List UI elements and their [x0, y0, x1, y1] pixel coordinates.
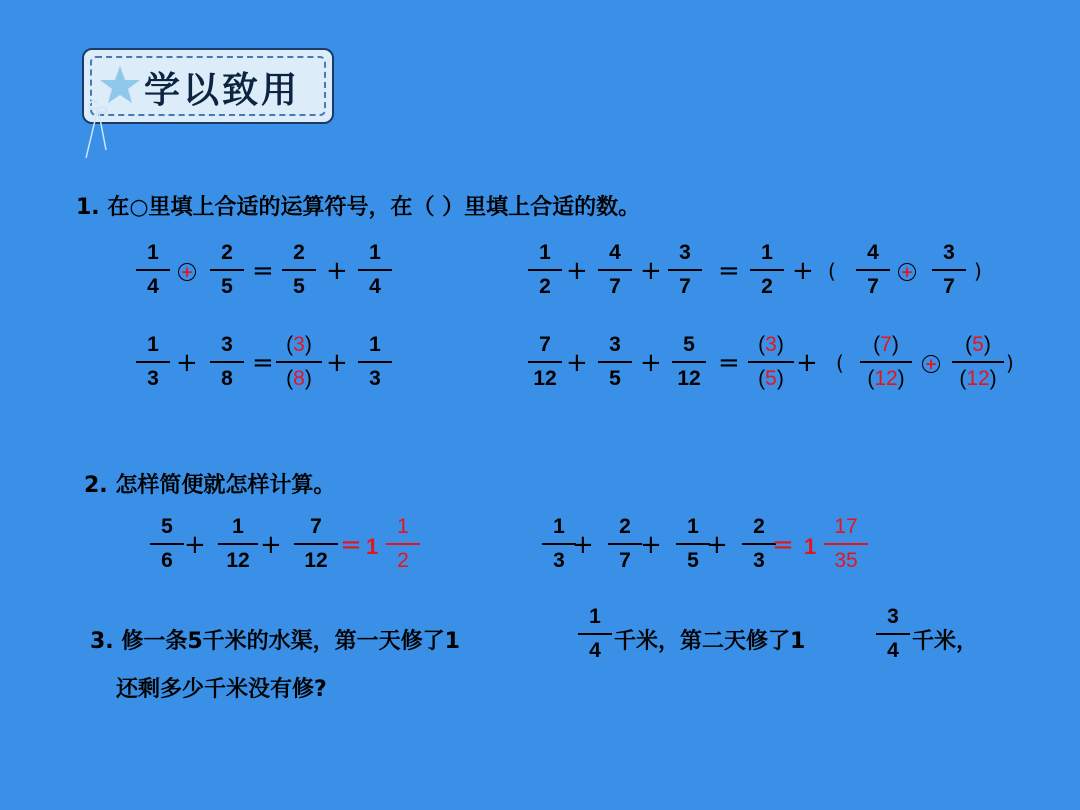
q3-text-part1: 3. 修一条5千米的水渠，第一天修了1 [90, 629, 460, 654]
fraction: 5 6 [150, 514, 184, 574]
plus-sign: + [792, 256, 814, 286]
answer-fraction: ( 3 ) ( 8 ) [276, 332, 322, 392]
fraction: 4 7 [598, 240, 632, 300]
fraction: 2 5 [210, 240, 244, 300]
right-paren: ) [974, 259, 982, 283]
plus-sign: + [640, 530, 662, 560]
plus-sign: + [326, 256, 348, 286]
q3-text-part3: 千米， [912, 629, 979, 654]
fraction: 2 3 [742, 514, 776, 574]
plus-sign: + [640, 348, 662, 378]
fraction: 1 4 [136, 240, 170, 300]
fraction: 1 3 [542, 514, 576, 574]
fraction: 7 12 [528, 332, 562, 392]
plus-sign: + [176, 348, 198, 378]
answer-whole: 1 [366, 534, 379, 559]
fraction: 3 7 [932, 240, 966, 300]
fraction: 7 12 [294, 514, 338, 574]
answer-fraction: 17 35 [824, 514, 868, 574]
answer-fraction: ( 3 ) ( 5 ) [748, 332, 794, 392]
operator-circle: + [178, 263, 196, 281]
plus-sign: + [260, 530, 282, 560]
equals-sign: = [718, 348, 740, 378]
right-paren: ) [1006, 351, 1014, 375]
plus-sign: + [572, 530, 594, 560]
plus-sign: + [706, 530, 728, 560]
equals-sign: = [252, 256, 274, 286]
fraction: 1 2 [750, 240, 784, 300]
badge-title: 学以致用 [144, 70, 301, 111]
equals-sign: = [252, 348, 274, 378]
answer-fraction: ( 5 ) ( 12 ) [952, 332, 1004, 392]
answer-fraction: 1 2 [386, 514, 420, 574]
left-paren: ( [828, 259, 836, 283]
fraction: 1 5 [676, 514, 710, 574]
plus-sign: + [640, 256, 662, 286]
plus-sign: + [796, 348, 818, 378]
fraction: 1 2 [528, 240, 562, 300]
fraction: 2 5 [282, 240, 316, 300]
equals-sign: = [718, 256, 740, 286]
equals-sign: = [772, 530, 794, 560]
fraction: 4 7 [856, 240, 890, 300]
fraction: 3 7 [668, 240, 702, 300]
answer-fraction: ( 7 ) ( 12 ) [860, 332, 912, 392]
fraction: 1 4 [578, 604, 612, 664]
fraction: 3 8 [210, 332, 244, 392]
fraction: 1 4 [358, 240, 392, 300]
q3-text-line2: 还剩多少千米没有修? [116, 677, 327, 702]
operator-circle: + [898, 263, 916, 281]
q1-title: 1. 在○里填上合适的运算符号，在（ ）里填上合适的数。 [76, 195, 641, 220]
fraction: 1 3 [358, 332, 392, 392]
fraction: 1 3 [136, 332, 170, 392]
plus-sign: + [566, 348, 588, 378]
fraction: 3 4 [876, 604, 910, 664]
q2-title: 2. 怎样简便就怎样计算。 [84, 473, 336, 498]
plus-sign: + [184, 530, 206, 560]
plus-sign: + [566, 256, 588, 286]
left-paren: ( [836, 351, 844, 375]
star-ribbon-icon [84, 58, 144, 168]
fraction: 2 7 [608, 514, 642, 574]
fraction: 3 5 [598, 332, 632, 392]
equals-sign: = [340, 530, 362, 560]
q3-text-part2: 千米，第二天修了1 [614, 629, 806, 654]
operator-circle: + [922, 355, 940, 373]
fraction: 1 12 [218, 514, 258, 574]
answer-whole: 1 [804, 534, 817, 559]
plus-sign: + [326, 348, 348, 378]
fraction: 5 12 [672, 332, 706, 392]
